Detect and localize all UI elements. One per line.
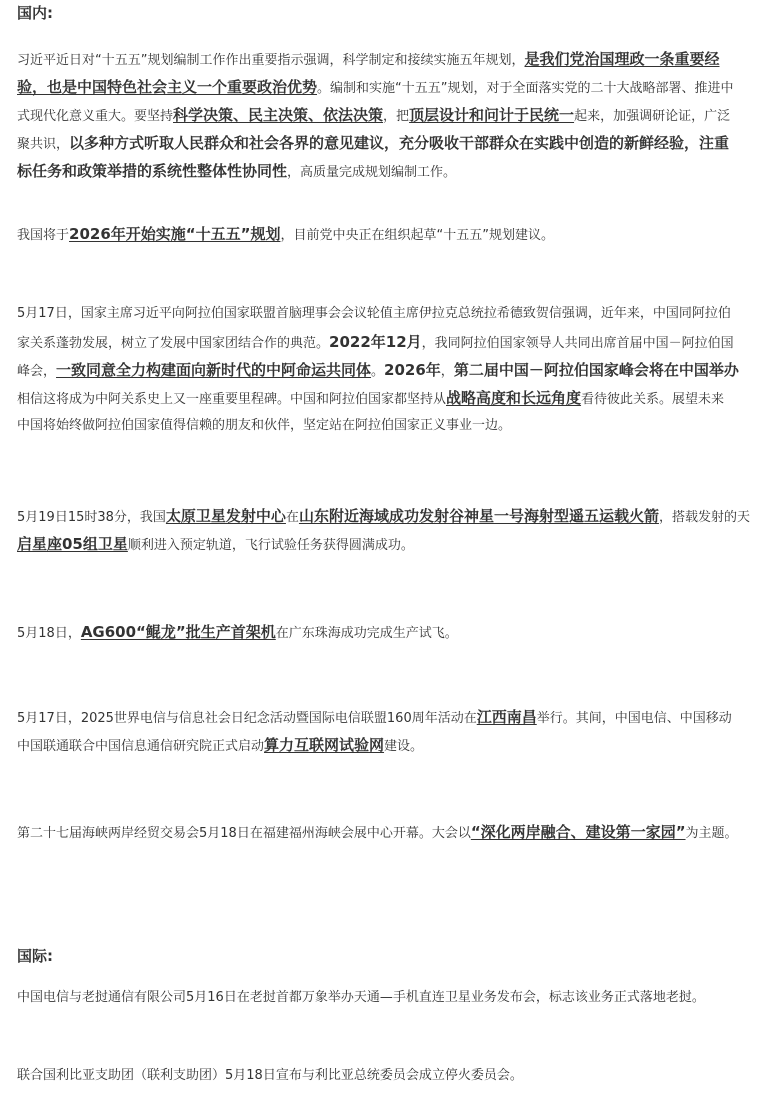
emphasis-text: 标任务和政策举措的系统性整体性协同性 xyxy=(17,162,288,180)
text-segment: ，我同阿拉伯国家领导人共同出席首届中国－阿拉伯国 xyxy=(421,336,734,351)
text-segment: 中国将始终做阿拉伯国家值得信赖的朋友和伙伴，坚定站在阿拉伯国家正义事业一边。 xyxy=(17,418,512,433)
emphasis-link[interactable]: 太原卫星发射中心 xyxy=(165,507,286,525)
text-segment: 看待彼此关系。展望未来 xyxy=(581,392,725,407)
text-segment: 习近平近日对“十五五”规划编制工作作出重要指示强调，科学制定和接续实施五年规划， xyxy=(17,53,525,68)
emphasis-text: 2022年12月 xyxy=(329,333,422,351)
text-segment: ，目前党中央正在组织起草“十五五”规划建议。 xyxy=(280,228,554,243)
text-segment: 中国联通联合中国信息通信研究院正式启动 xyxy=(17,739,265,754)
text-segment: ，把 xyxy=(383,109,410,124)
domestic-paragraph-strait-fair xyxy=(17,818,784,846)
text-segment: 我国将于 xyxy=(17,228,70,243)
text-segment: 聚共识， xyxy=(17,137,70,152)
text-segment: ，搭载发射的天 xyxy=(658,510,750,525)
text-segment: 式现代化意义重大。要坚持 xyxy=(17,109,174,124)
text-segment: 。编制和实施“十五五”规划，对于全面落实党的二十大战略部署、推进中 xyxy=(317,81,734,96)
text-segment: 5月19日15时38分，我国 xyxy=(17,510,166,525)
domestic-paragraph-arab-league xyxy=(17,300,784,440)
domestic-heading: 国内: xyxy=(17,4,53,22)
emphasis-link[interactable]: 战略高度和长远角度 xyxy=(446,389,582,407)
emphasis-text: 第二届中国－阿拉伯国家峰会将在中国举办 xyxy=(453,361,739,379)
text-segment: 联合国利比亚支助团（联利支助团）5月18日宣布与利比亚总统委员会成立停火委员会。 xyxy=(17,1068,523,1083)
emphasis-text: 2026年 xyxy=(384,361,441,379)
text-segment: 建设。 xyxy=(384,739,424,754)
text-segment: 中国电信与老挝通信有限公司5月16日在老挝首都万象举办天通—手机直连卫星业务发布会，标志该业务正式落地老挝。 xyxy=(17,990,705,1005)
domestic-paragraph-plan xyxy=(17,45,784,185)
text-segment: 家关系蓬勃发展，树立了发展中国家团结合作的典范。 xyxy=(17,336,330,351)
emphasis-link[interactable]: 顶层设计和问计于民统一 xyxy=(409,106,575,124)
emphasis-link[interactable]: 一致同意全力构建面向新时代的中阿命运共同体 xyxy=(56,361,372,379)
international-paragraph-libya xyxy=(17,1062,784,1090)
emphasis-link[interactable]: 启星座05组卫星 xyxy=(17,535,128,553)
text-segment: 5月17日，国家主席习近平向阿拉伯国家联盟首脑理事会会议轮值主席伊拉克总统拉希德致贺信强调，近年来，中国同阿拉伯 xyxy=(17,306,731,321)
emphasis-link[interactable]: 山东附近海域成功发射谷神星一号海射型遥五运载火箭 xyxy=(298,507,659,525)
text-segment: 顺利进入预定轨道，飞行试验任务获得圆满成功。 xyxy=(127,538,414,553)
text-segment: 5月18日， xyxy=(17,626,81,641)
text-segment: 在广东珠海成功完成生产试飞。 xyxy=(275,626,458,641)
text-segment: 峰会， xyxy=(17,364,57,379)
text-segment: 。 xyxy=(371,364,385,379)
text-segment: 相信这将成为中阿关系史上又一座重要里程碑。中国和阿拉伯国家都坚持从 xyxy=(17,392,447,407)
text-segment: 举行。其间，中国电信、中国移动 xyxy=(536,711,732,726)
emphasis-link[interactable]: 2026年开始实施“十五五”规划 xyxy=(69,225,281,243)
emphasis-text: 以多种方式听取人民群众和社会各界的意见建议，充分吸收干部群众在实践中创造的新鲜经验，注重 xyxy=(69,134,730,152)
text-segment: 第二十七届海峡两岸经贸交易会5月18日在福建福州海峡会展中心开幕。大会以 xyxy=(17,826,471,841)
emphasis-link[interactable]: 验，也是中国特色社会主义一个重要政治优势 xyxy=(17,78,318,96)
domestic-paragraph-2026 xyxy=(17,220,784,248)
domestic-paragraph-launch xyxy=(17,502,784,558)
text-segment: ， xyxy=(440,364,454,379)
text-segment: 为主题。 xyxy=(685,826,738,841)
international-heading: 国际: xyxy=(17,947,53,965)
international-paragraph-laos xyxy=(17,984,784,1012)
text-segment: 5月17日，2025世界电信与信息社会日纪念活动暨国际电信联盟160周年活动在 xyxy=(17,711,477,726)
emphasis-link[interactable]: 江西南昌 xyxy=(476,708,537,726)
emphasis-link[interactable]: AG600“鲲龙”批生产首架机 xyxy=(80,623,276,641)
domestic-paragraph-ag600 xyxy=(17,618,784,646)
emphasis-link[interactable]: 是我们党治国理政一条重要经 xyxy=(524,50,720,68)
text-segment: 起来，加强调研论证，广泛 xyxy=(574,109,731,124)
emphasis-link[interactable]: 算力互联网试验网 xyxy=(264,736,385,754)
emphasis-link[interactable]: 科学决策、民主决策、依法决策 xyxy=(173,106,384,124)
domestic-paragraph-telecom-day xyxy=(17,703,784,759)
emphasis-link[interactable]: “深化两岸融合、建设第一家园” xyxy=(470,823,686,841)
text-segment: 在 xyxy=(285,510,299,525)
text-segment: ，高质量完成规划编制工作。 xyxy=(287,165,457,180)
